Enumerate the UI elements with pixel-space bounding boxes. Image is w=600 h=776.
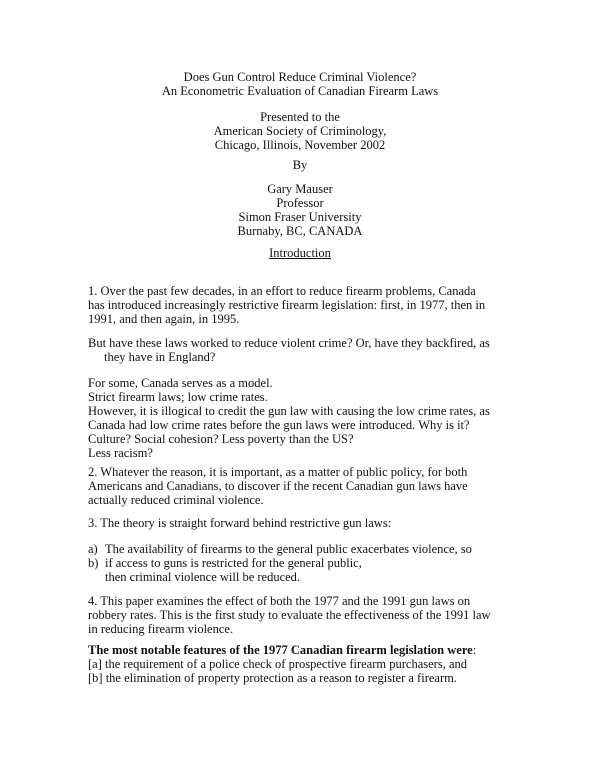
paragraph-2: But have these laws worked to reduce violent crime? Or, have they backfired, as they have in England? — [88, 336, 490, 364]
author-block — [0, 182, 600, 238]
theory-list — [88, 542, 528, 584]
subtitle-line: An Econometric Evaluation of Canadian Firearm Laws — [161, 84, 439, 98]
by-label: By — [292, 158, 308, 172]
list-item-continuation: then criminal violence will be reduced. — [105, 570, 301, 584]
paragraph-7: The most notable features of the 1977 Canadian firearm legislation were: [a] the requirement of a police check of prospective firearm purchasers, and [b] the elimination of property protection as a reason to register a firearm. — [88, 643, 528, 685]
list-item: a) The availability of firearms to the general public exacerbates violence, so — [88, 542, 472, 556]
presented-line: Chicago, Illinois, November 2002 — [214, 138, 386, 152]
paragraph-6: 4. This paper examines the effect of both the 1977 and the 1991 gun laws on robbery rates. This is the first study to evaluate the effectiveness of the 1991 law in reducing firearm violence. — [88, 594, 491, 636]
list-item: b) if access to guns is restricted for the general public, — [88, 556, 362, 570]
paragraph-3: For some, Canada serves as a model. Strict firearm laws; low crime rates. However, it is illogical to credit the gun law with causing the low crime rates, as Canada had low crime rates before the gun laws were introduced. Why is it? Culture? Social cohesion? Less poverty than the US? Less racism? — [88, 376, 490, 460]
title-block — [0, 70, 600, 98]
author-affiliation: Simon Fraser University — [238, 210, 362, 224]
section-heading: Introduction — [269, 246, 331, 260]
presented-line: American Society of Criminology, — [213, 124, 387, 138]
paragraph-4: 2. Whatever the reason, it is important, as a matter of public policy, for both Americans and Canadians, to discover if the recent Canadian gun laws have actually reduced criminal violence. — [88, 465, 468, 507]
author-title: Professor — [276, 196, 324, 210]
author-name: Gary Mauser — [267, 182, 333, 196]
author-location: Burnaby, BC, CANADA — [237, 224, 363, 238]
features-heading: The most notable features of the 1977 Canadian firearm legislation were: — [88, 643, 477, 657]
presented-line: Presented to the — [260, 110, 340, 124]
paragraph-1: 1. Over the past few decades, in an effort to reduce firearm problems, Canada has introduced increasingly restrictive firearm legislation: first, in 1977, then in 1991, and then again, in 1995. — [88, 284, 486, 326]
paragraph-5: 3. The theory is straight forward behind restrictive gun laws: — [88, 516, 392, 530]
title-line: Does Gun Control Reduce Criminal Violence? — [183, 70, 417, 84]
presented-block — [0, 110, 600, 152]
